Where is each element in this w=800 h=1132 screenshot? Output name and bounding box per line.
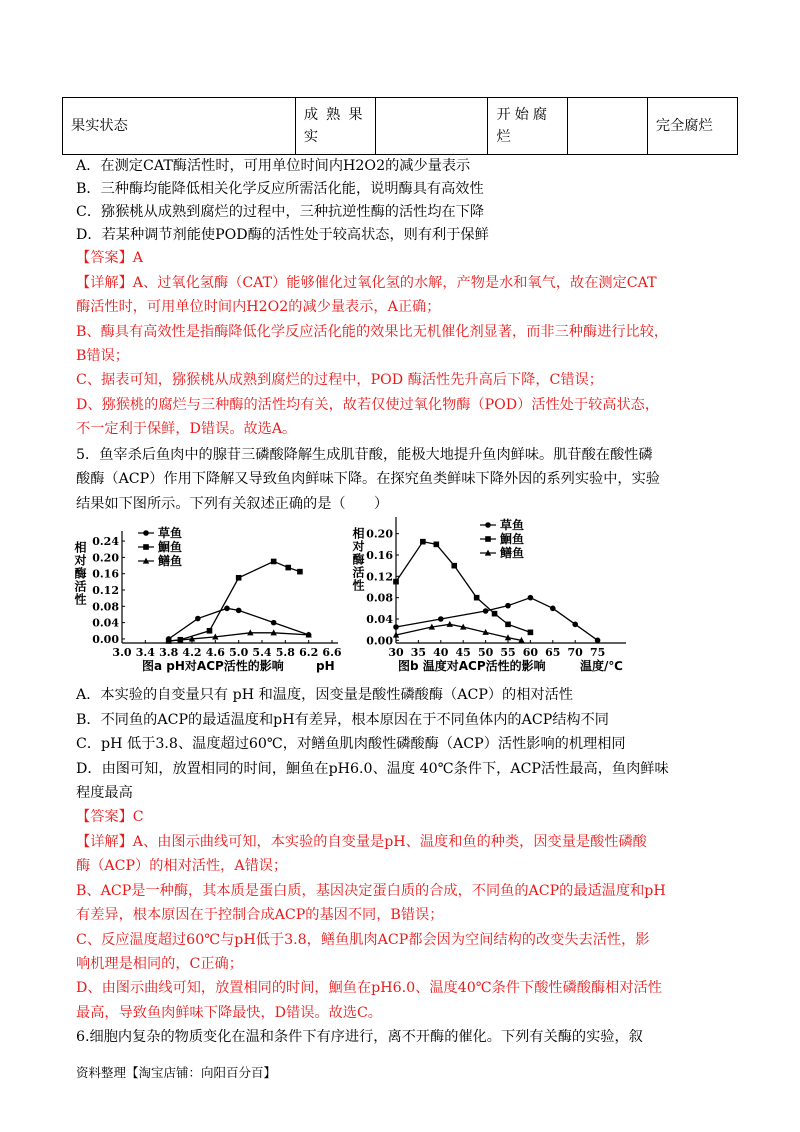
q5-option-d: D．由图可知，放置相同的时间，鮰鱼在pH6.0、温度 40℃条件下，ACP活性最高，鱼肉鲜味 xyxy=(76,761,669,777)
q5-answer xyxy=(76,806,144,828)
x-tick-label: 65 xyxy=(545,646,561,659)
data-point xyxy=(595,638,601,644)
data-point xyxy=(528,595,534,601)
q5-stem-line: 结果如下图所示。下列有关叙述正确的是（ ） xyxy=(76,496,389,512)
legend-marker xyxy=(143,530,149,536)
answer-label: 【答案】 xyxy=(76,809,133,825)
y-axis-label: 相对酶活性 xyxy=(351,527,365,592)
x-tick-label: 30 xyxy=(388,646,404,659)
x-axis-label: 温度/℃ xyxy=(580,659,623,673)
x-tick-label: 45 xyxy=(455,646,471,659)
table-cell: 开始腐烂 xyxy=(488,98,568,155)
detail-label: 【详解】 xyxy=(76,834,133,850)
x-tick-label: 6.6 xyxy=(322,646,342,659)
y-tick-label: 0.00 xyxy=(92,632,119,646)
y-tick-label: 0.12 xyxy=(92,584,119,597)
x-axis-label: pH xyxy=(316,659,335,673)
y-tick-label: 0.08 xyxy=(92,600,119,614)
y-tick-label: 0.20 xyxy=(366,527,393,541)
answer-value: A xyxy=(132,250,144,266)
x-tick-label: 5.0 xyxy=(229,646,249,659)
data-point xyxy=(438,616,444,622)
data-point xyxy=(393,579,399,585)
answer-value: C xyxy=(132,809,144,825)
answer-label: 【答案】 xyxy=(76,250,133,266)
data-point xyxy=(434,542,440,548)
table-cell xyxy=(568,98,648,155)
x-tick-label: 40 xyxy=(433,646,449,659)
y-tick-label: 0.20 xyxy=(92,551,119,565)
series-line xyxy=(396,624,521,640)
data-point xyxy=(271,620,277,626)
legend-label: 鳝鱼 xyxy=(158,554,183,568)
q5-option-b: B．不同鱼的ACP的最适温度和pH有差异，根本原因在于不同鱼体内的ACP结构不同 xyxy=(76,712,609,728)
x-tick-label: 5.8 xyxy=(275,646,295,659)
legend-label: 鮰鱼 xyxy=(158,540,183,554)
q4-detail-line: D、猕猴桃的腐烂与三种酶的活性均有关，故若仅使过氧化物酶（POD）活性处于较高状态， xyxy=(76,397,660,413)
q4-detail-line: 酶活性时，可用单位时间内H2O2的减少量表示，A正确； xyxy=(76,299,441,315)
data-point xyxy=(393,624,399,630)
legend-label: 草鱼 xyxy=(500,518,525,532)
data-point xyxy=(550,606,556,612)
table-cell: 成熟果实 xyxy=(295,98,375,155)
legend-label: 鳝鱼 xyxy=(500,546,525,560)
q5-detail-line: 最高，导致鱼肉鲜味下降最快，D错误。故选C。 xyxy=(76,1005,382,1021)
q4-detail-line: C、据表可知，猕猴桃从成熟到腐烂的过程中，POD 酶活性先升高后下降，C错误； xyxy=(76,372,603,388)
q6-stem: 6.细胞内复杂的物质变化在温和条件下有序进行，离不开酶的催化。下列有关酶的实验，叙 xyxy=(76,1029,643,1045)
legend-marker xyxy=(485,536,491,542)
data-point xyxy=(297,569,303,575)
x-tick-label: 55 xyxy=(500,646,516,659)
data-point xyxy=(285,565,291,571)
data-point xyxy=(271,559,277,565)
x-tick-label: 6.2 xyxy=(299,646,319,659)
q5-stem-line: 酸酶（ACP）作用下降解又导致鱼肉鲜味下降。在探究鱼类鲜味下降外因的系列实验中，实验 xyxy=(76,471,660,487)
chart-temp-acp xyxy=(348,515,638,675)
legend-marker xyxy=(485,522,491,528)
q5-detail-line: D、由图示曲线可知，放置相同的时间，鮰鱼在pH6.0、温度40℃条件下酸性磷酸酶相对活性 xyxy=(76,980,662,996)
x-tick-label: 75 xyxy=(589,646,606,659)
x-tick-label: 3.0 xyxy=(112,646,132,659)
chart-caption: 图b 温度对ACP活性的影响 xyxy=(398,659,546,673)
detail-text: A、过氧化氢酶（CAT）能够催化过氧化氢的水解，产物是水和氧气，故在测定CAT xyxy=(132,275,657,291)
q5-detail-line: 有差异，根本原因在于控制合成ACP的基因不同，B错误； xyxy=(76,907,444,923)
chart-ph-acp xyxy=(70,515,350,675)
data-point xyxy=(528,630,534,636)
q5-detail-line: 响机理是相同的，C正确； xyxy=(76,956,243,972)
y-tick-label: 0.24 xyxy=(92,535,119,549)
table-cell: 果实状态 xyxy=(63,98,296,155)
series-line xyxy=(169,561,300,641)
data-point xyxy=(420,539,426,545)
y-tick-label: 0.00 xyxy=(366,634,393,648)
x-tick-label: 5.4 xyxy=(252,646,272,659)
q4-detail-line xyxy=(76,272,657,294)
y-tick-label: 0.12 xyxy=(366,570,393,584)
x-tick-label: 4.6 xyxy=(205,646,225,659)
data-point xyxy=(224,606,230,612)
y-tick-label: 0.04 xyxy=(92,616,119,630)
chart-caption: 图a pH对ACP活性的影响 xyxy=(142,659,284,673)
data-point xyxy=(447,621,453,627)
legend-label: 草鱼 xyxy=(158,526,183,540)
data-point xyxy=(236,608,242,614)
data-point xyxy=(505,622,511,628)
q4-detail-line: B、酶具有高效性是指酶降低化学反应活化能的效果比无机催化剂显著，而非三种酶进行比较， xyxy=(76,324,669,340)
x-tick-label: 60 xyxy=(522,646,539,659)
data-point xyxy=(236,575,242,581)
q4-option-d: D．若某种调节剂能使POD酶的活性处于较高状态，则有利于保鲜 xyxy=(76,227,489,243)
y-tick-label: 0.08 xyxy=(366,591,393,605)
x-tick-label: 35 xyxy=(410,646,427,659)
q5-detail-line: B、ACP是一种酶，其本质是蛋白质，基因决定蛋白质的合成，不同鱼的ACP的最适温度和pH xyxy=(76,883,666,899)
q5-detail-line: C、反应温度超过60℃与pH低于3.8，鳝鱼肌肉ACP都会因为空间结构的改变失去活性，影 xyxy=(76,932,650,948)
y-tick-label: 0.04 xyxy=(366,613,393,626)
series-line xyxy=(396,598,598,641)
y-tick-label: 0.16 xyxy=(366,549,393,562)
x-tick-label: 3.4 xyxy=(135,646,155,659)
data-point xyxy=(483,608,489,614)
data-point xyxy=(492,611,498,617)
q4-option-b: B．三种酶均能降低相关化学反应所需活化能，说明酶具有高效性 xyxy=(76,181,484,197)
fruit-state-table xyxy=(62,97,738,155)
table-cell xyxy=(375,98,488,155)
q5-stem-line: 5．鱼宰杀后鱼肉中的腺苷三磷酸降解生成肌苷酸，能极大地提升鱼肉鲜味。肌苷酸在酸性磷 xyxy=(76,447,653,463)
x-tick-label: 50 xyxy=(477,646,494,659)
q5-option-a: A．本实验的自变量只有 pH 和温度，因变量是酸性磷酸酶（ACP）的相对活性 xyxy=(76,687,573,703)
q4-option-c: C．猕猴桃从成熟到腐烂的过程中，三种抗逆性酶的活性均在下降 xyxy=(76,204,485,220)
detail-label: 【详解】 xyxy=(76,275,133,291)
footer-note: 资料整理【淘宝店铺：向阳百分百】 xyxy=(76,1065,277,1080)
q5-detail-line: 酶（ACP）的相对活性，A错误； xyxy=(76,858,288,874)
y-tick-label: 0.16 xyxy=(92,567,119,581)
q5-detail-line xyxy=(76,831,647,853)
table-cell: 完全腐烂 xyxy=(647,98,737,155)
data-point xyxy=(505,603,511,609)
x-tick-label: 70 xyxy=(567,646,583,659)
q4-answer xyxy=(76,247,143,269)
data-point xyxy=(572,622,578,628)
y-axis-label: 相对酶活性 xyxy=(73,541,87,606)
q4-detail-line: 不一定利于保鲜，D错误。故选A。 xyxy=(76,421,297,437)
q4-option-a: A．在测定CAT酶活性时，可用单位时间内H2O2的减少量表示 xyxy=(76,158,471,174)
legend-marker xyxy=(143,544,149,550)
data-point xyxy=(207,628,213,634)
data-point xyxy=(451,563,457,569)
legend-label: 鮰鱼 xyxy=(500,532,525,546)
detail-text: A、由图示曲线可知，本实验的自变量是pH、温度和鱼的种类，因变量是酸性磷酸 xyxy=(132,834,647,850)
q5-option-c: C．pH 低于3.8、温度超过60℃，对鳝鱼肌肉酸性磷酸酶（ACP）活性影响的机理相同 xyxy=(76,736,626,752)
data-point xyxy=(474,595,480,601)
x-tick-label: 4.2 xyxy=(182,646,202,659)
x-tick-label: 3.8 xyxy=(159,646,179,659)
q5-option-d-cont: 程度最高 xyxy=(76,785,133,801)
data-point xyxy=(195,616,201,622)
q4-detail-line: B错误； xyxy=(76,348,129,364)
